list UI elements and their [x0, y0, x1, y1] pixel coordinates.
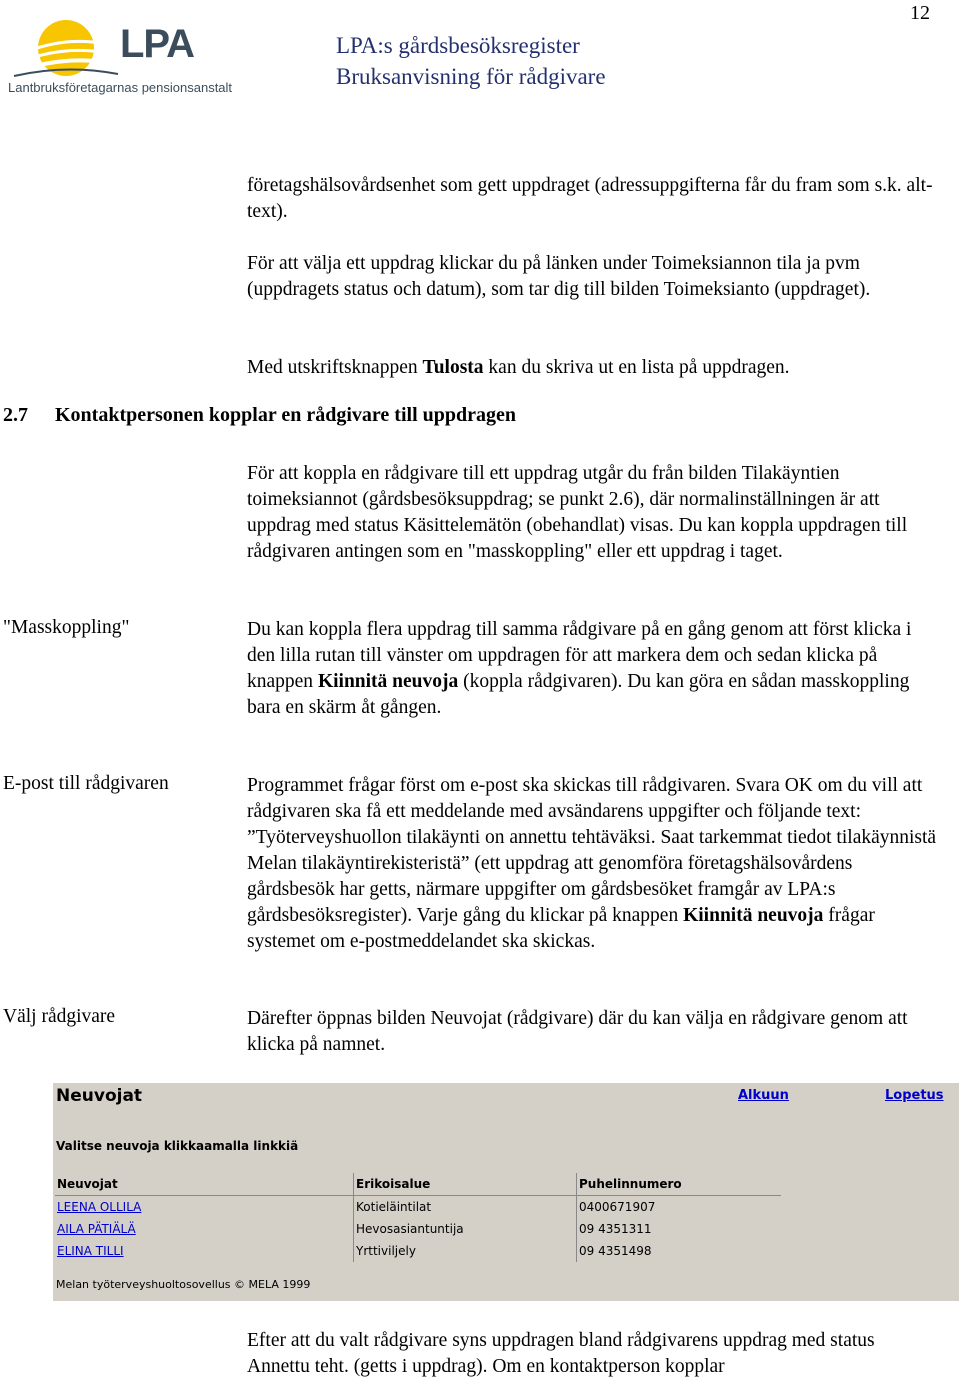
page-number: 12	[910, 2, 930, 24]
section-title: Kontaktpersonen kopplar en rådgivare till uppdragen	[55, 404, 516, 426]
paragraph-6: Programmet frågar först om e-post ska skickas till rådgivaren. Svara OK om du vill att rådgivaren ska få ett meddelande med avsändarens uppgifter och följande text: ”Työterveyshuollon tilakäynti on annettu tehtäväksi. Saat tarkemmat tiedot tilakäynnistä Melan tilakäyntirekisteristä” (ett uppdrag att genomföra företagshälsovårdens gårdsbesök har getts, närmare uppgifter om gårdsbesöket framgår av LPA:s gårdsbesöksregister). Varje gång du klickar på knappen Kiinnitä neuvoja frågar systemet om e-postmeddelandet ska skickas.	[247, 775, 937, 952]
logo-wordmark: LPA	[120, 22, 195, 66]
document-title-line1: LPA:s gårdsbesöksregister	[336, 33, 580, 58]
advisor-phone: 09 4351311	[577, 1218, 782, 1240]
neuvojat-screenshot	[53, 1083, 959, 1301]
advisor-area: Kotieläintilat	[354, 1196, 577, 1219]
screenshot-instruction: Valitse neuvoja klikkaamalla linkkiä	[56, 1139, 299, 1153]
advisor-phone: 0400671907	[577, 1196, 782, 1219]
link-alkuun[interactable]: Alkuun	[738, 1088, 789, 1103]
table-row	[55, 1196, 781, 1219]
table-row	[55, 1240, 781, 1262]
paragraph-2: För att välja ett uppdrag klickar du på länken under Toimeksiannon tila ja pvm (uppdragets status och datum), som tar dig till bilden Toimeksianto (uppdraget).	[247, 253, 871, 300]
section-heading	[3, 404, 516, 427]
advisor-link[interactable]: AILA PÄTIÄLÄ	[57, 1222, 136, 1236]
advisor-link[interactable]: ELINA TILLI	[57, 1244, 124, 1258]
advisor-link[interactable]: LEENA OLLILA	[57, 1200, 142, 1214]
advisor-area: Hevosasiantuntija	[354, 1218, 577, 1240]
paragraph-3: Med utskriftsknappen Tulosta kan du skriva ut en lista på uppdragen.	[247, 357, 790, 378]
column-header-neuvojat: Neuvojat	[55, 1173, 354, 1196]
paragraph-5: Du kan koppla flera uppdrag till samma rådgivare på en gång genom att först klicka i den lilla rutan till vänster om uppdragen för att markera dem och sedan klicka på knappen Kiinnitä neuvoja (koppla rådgivaren). Du kan göra en sådan masskoppling bara en skärm åt gången.	[247, 619, 912, 718]
advisors-table	[55, 1173, 781, 1262]
screenshot-footer: Melan työterveyshuoltosovellus © MELA 1999	[56, 1278, 311, 1291]
side-label-masskoppling: "Masskoppling"	[3, 617, 130, 638]
paragraph-4: För att koppla en rådgivare till ett uppdrag utgår du från bilden Tilakäyntien toimeksiannot (gårdsbesöksuppdrag; se punkt 2.6), där normalinställningen är att uppdrag med status Käsittelemätön (obehandlat) visas. Du kan koppla uppdragen till rådgivaren antingen som en "masskoppling" eller ett uppdrag i taget.	[247, 463, 908, 562]
section-number: 2.7	[3, 404, 28, 426]
paragraph-8: Efter att du valt rådgivare syns uppdragen bland rådgivarens uppdrag med status Annettu teht. (getts i uppdrag). Om en kontaktperson kopplar	[247, 1330, 875, 1377]
document-title-line2: Bruksanvisning för rådgivare	[336, 64, 606, 89]
column-header-puhelinnumero: Puhelinnumero	[577, 1173, 782, 1196]
table-row	[55, 1218, 781, 1240]
logo-subtitle: Lantbruksföretagarnas pensionsanstalt	[8, 80, 233, 95]
paragraph-1: företagshälsovårdsenhet som gett uppdraget (adressuppgifterna får du fram som s.k. alt-text).	[247, 175, 933, 222]
side-label-choose-advisor: Välj rådgivare	[3, 1006, 116, 1027]
paragraph-7: Därefter öppnas bilden Neuvojat (rådgivare) där du kan välja en rådgivare genom att klicka på namnet.	[247, 1008, 908, 1055]
document-title	[336, 30, 606, 92]
screenshot-title: Neuvojat	[56, 1086, 143, 1106]
link-lopetus[interactable]: Lopetus	[885, 1088, 944, 1103]
advisor-phone: 09 4351498	[577, 1240, 782, 1262]
side-label-email: E-post till rådgivaren	[3, 773, 169, 794]
column-header-erikoisalue: Erikoisalue	[354, 1173, 577, 1196]
advisor-area: Yrttiviljely	[354, 1240, 577, 1262]
